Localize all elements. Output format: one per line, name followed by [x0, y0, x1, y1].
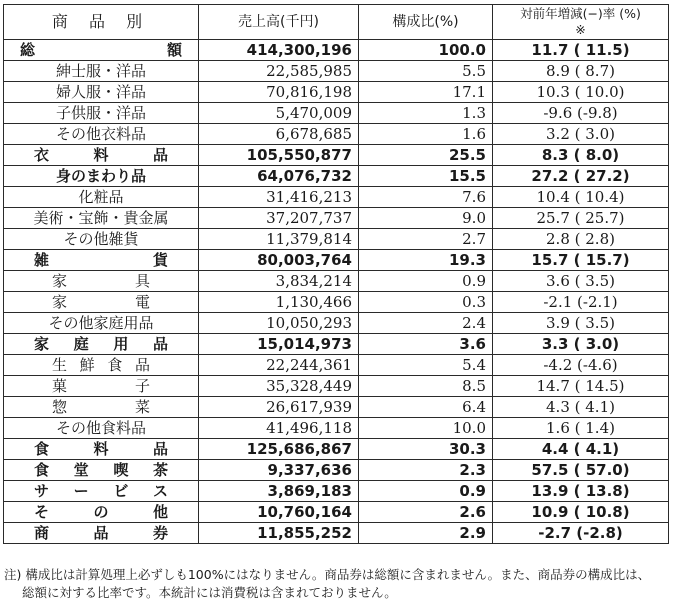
category-cell: その他衣料品 — [4, 124, 199, 145]
share-cell: 2.4 — [359, 313, 493, 334]
category-cell: その他雑貨 — [4, 229, 199, 250]
share-cell: 1.6 — [359, 124, 493, 145]
yoy-cell: -2.1 (-2.1) — [493, 292, 669, 313]
sales-cell: 6,678,685 — [199, 124, 359, 145]
category-spread — [10, 292, 192, 312]
yoy-cell: -2.7 (-2.8) — [493, 523, 669, 544]
category-cell — [4, 271, 199, 292]
category-char: 家 — [34, 335, 50, 353]
category-char: 品 — [152, 146, 168, 164]
table-row — [4, 82, 669, 103]
share-cell: 5.4 — [359, 355, 493, 376]
category-char: ー — [73, 482, 89, 500]
header-category: 商 品 別 — [4, 5, 199, 40]
sales-cell: 26,617,939 — [199, 397, 359, 418]
category-cell — [4, 481, 199, 502]
category-char: 用 — [113, 335, 129, 353]
category-cell: 子供服・洋品 — [4, 103, 199, 124]
category-spread — [10, 481, 192, 501]
category-cell — [4, 502, 199, 523]
header-sales: 売上高(千円) — [199, 5, 359, 40]
table-row — [4, 166, 669, 187]
category-char: 食 — [34, 461, 50, 479]
table-row — [4, 355, 669, 376]
table-row — [4, 313, 669, 334]
table-body — [4, 40, 669, 544]
share-cell: 30.3 — [359, 439, 493, 460]
category-char: ス — [152, 482, 168, 500]
header-yoy-label: 対前年増減(−)率 (%) — [520, 6, 641, 21]
sales-cell: 35,328,449 — [199, 376, 359, 397]
sales-cell: 10,050,293 — [199, 313, 359, 334]
yoy-cell: 4.3 ( 4.1) — [493, 397, 669, 418]
category-char: 生 — [52, 356, 68, 374]
share-cell: 2.6 — [359, 502, 493, 523]
category-char: 品 — [152, 335, 168, 353]
sales-cell: 22,585,985 — [199, 61, 359, 82]
share-cell: 19.3 — [359, 250, 493, 271]
yoy-cell: 3.2 ( 3.0) — [493, 124, 669, 145]
sales-cell: 31,416,213 — [199, 187, 359, 208]
category-char: 鮮 — [79, 356, 95, 374]
category-cell: その他食料品 — [4, 418, 199, 439]
category-cell — [4, 355, 199, 376]
category-char: 堂 — [73, 461, 89, 479]
share-cell: 0.9 — [359, 481, 493, 502]
sales-cell: 5,470,009 — [199, 103, 359, 124]
table-row — [4, 229, 669, 250]
header-yoy — [493, 5, 669, 40]
share-cell: 1.3 — [359, 103, 493, 124]
category-char: 品 — [152, 440, 168, 458]
category-spread — [10, 460, 192, 480]
yoy-cell: 2.8 ( 2.8) — [493, 229, 669, 250]
share-cell: 7.6 — [359, 187, 493, 208]
sales-cell: 22,244,361 — [199, 355, 359, 376]
table-row — [4, 187, 669, 208]
yoy-cell: 3.3 ( 3.0) — [493, 334, 669, 355]
yoy-cell: 1.6 ( 1.4) — [493, 418, 669, 439]
sales-cell: 414,300,196 — [199, 40, 359, 61]
share-cell: 2.7 — [359, 229, 493, 250]
share-cell: 0.3 — [359, 292, 493, 313]
table-row — [4, 376, 669, 397]
category-char: ビ — [113, 482, 129, 500]
category-char: 衣 — [34, 146, 50, 164]
table-row — [4, 502, 669, 523]
yoy-cell: 8.9 ( 8.7) — [493, 61, 669, 82]
category-char: 料 — [93, 146, 109, 164]
share-cell: 3.6 — [359, 334, 493, 355]
category-char: 雑 — [34, 251, 50, 269]
sales-cell: 3,834,214 — [199, 271, 359, 292]
category-spread — [10, 523, 192, 543]
category-spread — [10, 502, 192, 522]
yoy-cell: 4.4 ( 4.1) — [493, 439, 669, 460]
yoy-cell: 27.2 ( 27.2) — [493, 166, 669, 187]
sales-cell: 3,869,183 — [199, 481, 359, 502]
table-row — [4, 124, 669, 145]
share-cell: 8.5 — [359, 376, 493, 397]
yoy-cell: 25.7 ( 25.7) — [493, 208, 669, 229]
table-row — [4, 439, 669, 460]
yoy-cell: 10.4 ( 10.4) — [493, 187, 669, 208]
table-row — [4, 334, 669, 355]
category-char: 庭 — [73, 335, 89, 353]
sales-cell: 37,207,737 — [199, 208, 359, 229]
yoy-cell: 13.9 ( 13.8) — [493, 481, 669, 502]
table-row — [4, 103, 669, 124]
share-cell: 100.0 — [359, 40, 493, 61]
sales-cell: 70,816,198 — [199, 82, 359, 103]
yoy-cell: 11.7 ( 11.5) — [493, 40, 669, 61]
yoy-cell: 14.7 ( 14.5) — [493, 376, 669, 397]
sales-by-category-table — [3, 4, 669, 544]
sales-cell: 1,130,466 — [199, 292, 359, 313]
category-char: 総 — [20, 41, 36, 59]
category-char: 惣 — [52, 398, 68, 416]
category-cell — [4, 40, 199, 61]
table-row — [4, 208, 669, 229]
category-cell: 化粧品 — [4, 187, 199, 208]
sales-cell: 64,076,732 — [199, 166, 359, 187]
category-cell — [4, 376, 199, 397]
footnote-line-1: 注) 構成比は計算処理上必ずしも100%にはなりません。商品券は総額に含まれません。また、商品券の構成比は、 — [4, 567, 651, 582]
category-cell — [4, 334, 199, 355]
category-spread — [10, 376, 192, 396]
yoy-cell: -9.6 (-9.8) — [493, 103, 669, 124]
category-cell — [4, 439, 199, 460]
category-char: 菜 — [134, 398, 150, 416]
category-char: そ — [34, 503, 50, 521]
header-share: 構成比(%) — [359, 5, 493, 40]
table-row — [4, 40, 669, 61]
category-char: 子 — [134, 377, 150, 395]
yoy-cell: 10.9 ( 10.8) — [493, 502, 669, 523]
category-char: 商 — [34, 524, 50, 542]
sales-cell: 105,550,877 — [199, 145, 359, 166]
share-cell: 2.3 — [359, 460, 493, 481]
category-spread — [10, 40, 192, 60]
category-cell: 身のまわり品 — [4, 166, 199, 187]
footnote-line-2: 総額に対する比率です。本統計には消費税は含まれておりません。 — [22, 585, 397, 600]
category-char: 具 — [134, 272, 150, 290]
category-spread — [10, 397, 192, 417]
category-cell — [4, 460, 199, 481]
sales-cell: 125,686,867 — [199, 439, 359, 460]
category-char: の — [93, 503, 109, 521]
category-spread — [10, 271, 192, 291]
category-char: 品 — [93, 524, 109, 542]
category-char: 食 — [34, 440, 50, 458]
category-char: 料 — [93, 440, 109, 458]
category-cell: 紳士服・洋品 — [4, 61, 199, 82]
category-cell: 美術・宝飾・貴金属 — [4, 208, 199, 229]
sales-cell: 11,379,814 — [199, 229, 359, 250]
category-spread — [10, 334, 192, 354]
sales-cell: 10,760,164 — [199, 502, 359, 523]
category-cell: その他家庭用品 — [4, 313, 199, 334]
table-row — [4, 271, 669, 292]
footnotes — [4, 566, 694, 602]
table-row — [4, 460, 669, 481]
table-header-row — [4, 5, 669, 40]
yoy-cell: 10.3 ( 10.0) — [493, 82, 669, 103]
table-row — [4, 418, 669, 439]
category-char: 菓 — [52, 377, 68, 395]
table-row — [4, 523, 669, 544]
share-cell: 17.1 — [359, 82, 493, 103]
category-char: 貨 — [152, 251, 168, 269]
category-char: 額 — [166, 41, 182, 59]
category-cell — [4, 523, 199, 544]
category-cell — [4, 145, 199, 166]
yoy-cell: 57.5 ( 57.0) — [493, 460, 669, 481]
share-cell: 0.9 — [359, 271, 493, 292]
share-cell: 6.4 — [359, 397, 493, 418]
category-spread — [10, 145, 192, 165]
category-char: 家 — [52, 293, 68, 311]
header-yoy-mark: ※ — [575, 22, 586, 37]
table-row — [4, 61, 669, 82]
share-cell: 25.5 — [359, 145, 493, 166]
share-cell: 15.5 — [359, 166, 493, 187]
category-char: 食 — [107, 356, 123, 374]
category-cell — [4, 397, 199, 418]
table-row — [4, 481, 669, 502]
yoy-cell: -4.2 (-4.6) — [493, 355, 669, 376]
category-char: サ — [34, 482, 50, 500]
category-char: 品 — [134, 356, 150, 374]
category-char: 券 — [152, 524, 168, 542]
table-row — [4, 250, 669, 271]
share-cell: 10.0 — [359, 418, 493, 439]
share-cell: 5.5 — [359, 61, 493, 82]
category-char: 電 — [134, 293, 150, 311]
category-cell — [4, 250, 199, 271]
category-char: 喫 — [113, 461, 129, 479]
yoy-cell: 3.9 ( 3.5) — [493, 313, 669, 334]
category-char: 他 — [152, 503, 168, 521]
sales-cell: 41,496,118 — [199, 418, 359, 439]
yoy-cell: 8.3 ( 8.0) — [493, 145, 669, 166]
table-row — [4, 145, 669, 166]
share-cell: 9.0 — [359, 208, 493, 229]
sales-cell: 15,014,973 — [199, 334, 359, 355]
yoy-cell: 15.7 ( 15.7) — [493, 250, 669, 271]
table-row — [4, 397, 669, 418]
category-spread — [10, 250, 192, 270]
yoy-cell: 3.6 ( 3.5) — [493, 271, 669, 292]
table-row — [4, 292, 669, 313]
sales-cell: 11,855,252 — [199, 523, 359, 544]
share-cell: 2.9 — [359, 523, 493, 544]
sales-cell: 80,003,764 — [199, 250, 359, 271]
category-char: 茶 — [152, 461, 168, 479]
category-cell — [4, 292, 199, 313]
category-char: 家 — [52, 272, 68, 290]
sales-cell: 9,337,636 — [199, 460, 359, 481]
category-spread — [10, 439, 192, 459]
category-cell: 婦人服・洋品 — [4, 82, 199, 103]
category-spread — [10, 355, 192, 375]
